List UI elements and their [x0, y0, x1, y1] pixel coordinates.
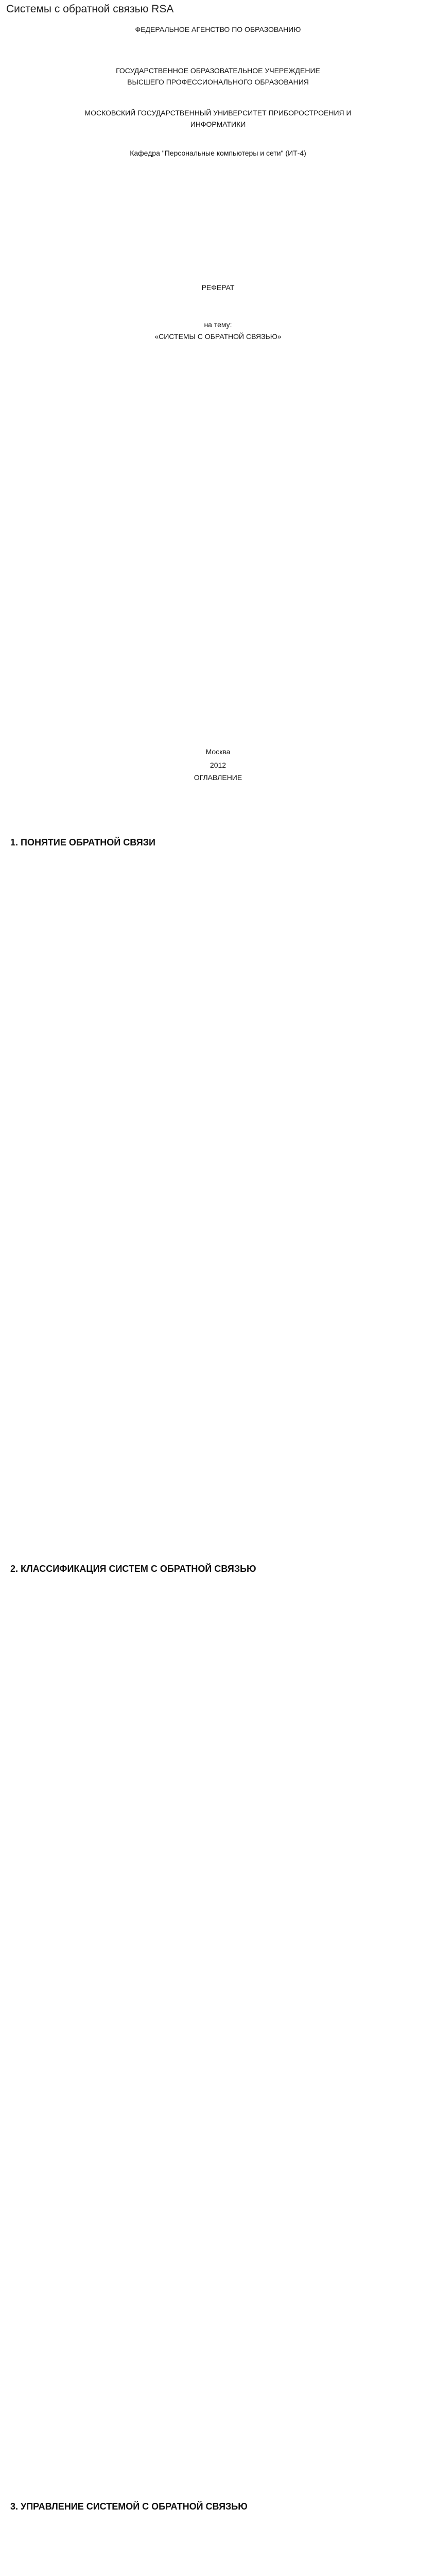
section-2-number: 2.	[10, 1564, 19, 1574]
city-label: Москва	[205, 748, 231, 756]
topic-label: на тему:	[204, 320, 232, 329]
section-3-number: 3.	[10, 2501, 19, 2512]
section-2-heading	[10, 1564, 256, 1574]
agency-line: ФЕДЕРАЛЬНОЕ АГЕНСТВО ПО ОБРАЗОВАНИЮ	[135, 25, 301, 33]
contents-heading: ОГЛАВЛЕНИЕ	[194, 773, 242, 782]
year-label: 2012	[210, 761, 226, 769]
topic-title: «СИСТЕМЫ С ОБРАТНОЙ СВЯЗЬЮ»	[154, 332, 282, 341]
report-label: РЕФЕРАТ	[201, 283, 235, 292]
section-1-heading	[10, 837, 155, 848]
section-1-number: 1.	[10, 837, 19, 848]
section-2-title: КЛАССИФИКАЦИЯ СИСТЕМ С ОБРАТНОЙ СВЯЗЬЮ	[21, 1564, 256, 1574]
section-1-title: ПОНЯТИЕ ОБРАТНОЙ СВЯЗИ	[21, 837, 155, 848]
section-3-heading	[10, 2501, 248, 2512]
university-line-1: МОСКОВСКИЙ ГОСУДАРСТВЕННЫЙ УНИВЕРСИТЕТ ПРИБОРОСТРОЕНИЯ И	[84, 109, 352, 117]
document-title: Системы с обратной связью RSA	[6, 3, 174, 15]
university-line-2: ИНФОРМАТИКИ	[190, 120, 246, 128]
department-line: Кафедра "Персональные компьютеры и сети" (ИТ-4)	[130, 149, 306, 157]
institution-line-2: ВЫСШЕГО ПРОФЕССИОНАЛЬНОГО ОБРАЗОВАНИЯ	[127, 78, 309, 86]
section-3-title: УПРАВЛЕНИЕ СИСТЕМОЙ С ОБРАТНОЙ СВЯЗЬЮ	[21, 2501, 248, 2512]
institution-line-1: ГОСУДАРСТВЕННОЕ ОБРАЗОВАТЕЛЬНОЕ УЧЕРЕЖДЕНИЕ	[116, 66, 320, 75]
